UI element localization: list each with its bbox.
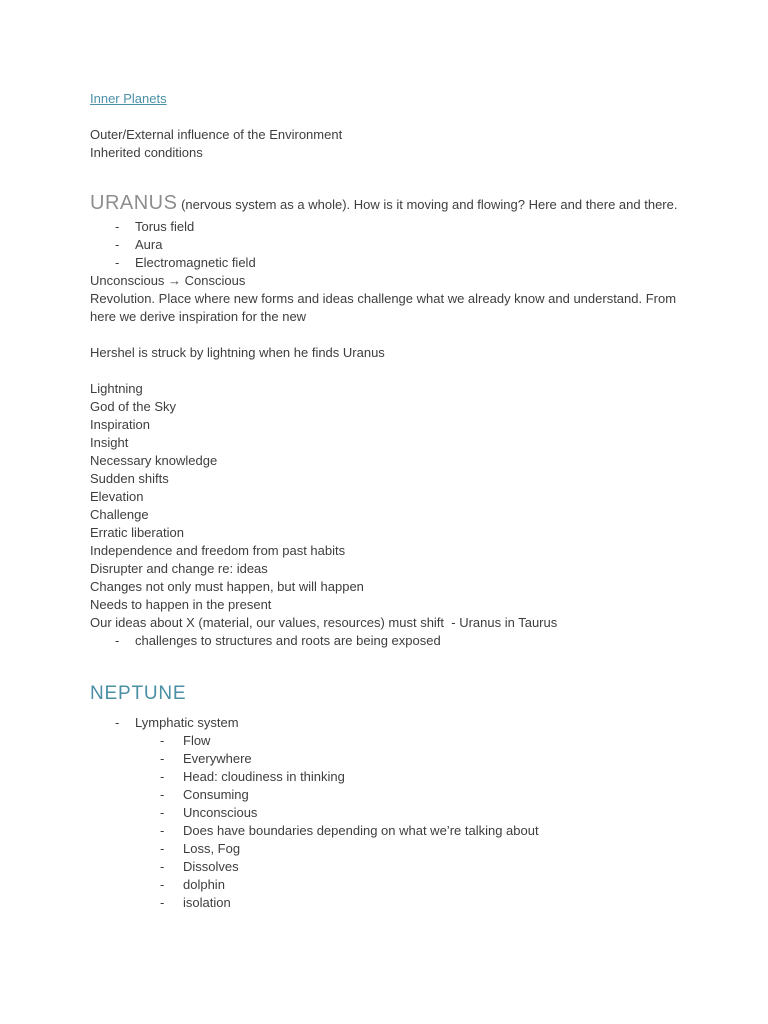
list-item xyxy=(90,750,690,768)
list-item-label: Unconscious xyxy=(183,805,258,820)
bullet-dash: - xyxy=(160,769,165,784)
list-item xyxy=(90,714,690,732)
list-item xyxy=(90,840,690,858)
bullet-dash: - xyxy=(160,823,165,838)
bullet-dash: - xyxy=(160,859,165,874)
list-item xyxy=(90,218,690,236)
list-item xyxy=(90,768,690,786)
uranus-paragraph-line: Unconscious → Conscious xyxy=(90,273,246,288)
list-item-label: dolphin xyxy=(183,877,225,892)
intro-line: Outer/External influence of the Environment xyxy=(90,127,343,142)
list-item xyxy=(90,732,690,750)
list-item xyxy=(90,632,690,650)
uranus-keyword: Necessary knowledge xyxy=(90,453,218,468)
uranus-paragraph-line: Revolution. Place where new forms and ideas challenge what we already know and understand. From xyxy=(90,291,677,306)
bullet-dash: - xyxy=(160,805,165,820)
uranus-keyword: Independence and freedom from past habits xyxy=(90,543,346,558)
uranus-keyword: Inspiration xyxy=(90,417,150,432)
list-item xyxy=(90,236,690,254)
list-item xyxy=(90,894,690,912)
hershel-line: Hershel is struck by lightning when he finds Uranus xyxy=(90,345,385,360)
list-item-label: Aura xyxy=(135,237,163,252)
bullet-dash: - xyxy=(160,733,165,748)
list-item-label: Dissolves xyxy=(183,859,239,874)
list-item-label: Electromagnetic field xyxy=(135,255,256,270)
list-item-label: Head: cloudiness in thinking xyxy=(183,769,345,784)
list-item-label: isolation xyxy=(183,895,231,910)
uranus-title-note: (nervous system as a whole). How is it moving and flowing? Here and there and there. xyxy=(177,197,678,212)
bullet-dash: - xyxy=(160,751,165,766)
bullet-dash: - xyxy=(115,633,120,648)
bullet-dash: - xyxy=(115,219,120,234)
bullet-dash: - xyxy=(160,877,165,892)
spacer xyxy=(90,326,690,344)
bullet-dash: - xyxy=(160,841,165,856)
uranus-keyword: Sudden shifts xyxy=(90,471,169,486)
list-item xyxy=(90,858,690,876)
list-item-label: Lymphatic system xyxy=(135,715,239,730)
uranus-keyword: Elevation xyxy=(90,489,144,504)
uranus-paragraph-line: here we derive inspiration for the new xyxy=(90,309,307,324)
uranus-keyword: Erratic liberation xyxy=(90,525,184,540)
spacer xyxy=(90,108,690,126)
list-item-label: Torus field xyxy=(135,219,195,234)
list-item xyxy=(90,822,690,840)
intro-line: Inherited conditions xyxy=(90,145,203,160)
uranus-keyword: Challenge xyxy=(90,507,149,522)
list-item-label: Consuming xyxy=(183,787,249,802)
list-item-label: Flow xyxy=(183,733,211,748)
uranus-title: URANUS xyxy=(90,192,178,214)
spacer xyxy=(90,362,690,380)
inner-planets-line xyxy=(90,90,690,108)
bullet-dash: - xyxy=(115,237,120,252)
uranus-keyword: Our ideas about X (material, our values, resources) must shift - Uranus in Taurus xyxy=(90,615,558,630)
uranus-keyword: Disrupter and change re: ideas xyxy=(90,561,268,576)
inner-planets-link[interactable]: Inner Planets xyxy=(90,91,167,106)
bullet-dash: - xyxy=(160,895,165,910)
neptune-heading: NEPTUNE xyxy=(90,683,187,704)
uranus-keyword: Needs to happen in the present xyxy=(90,597,272,612)
list-item-label: Does have boundaries depending on what we’re talking about xyxy=(183,823,539,838)
bullet-dash: - xyxy=(160,787,165,802)
uranus-keyword: God of the Sky xyxy=(90,399,176,414)
list-item xyxy=(90,876,690,894)
uranus-keyword: Insight xyxy=(90,435,129,450)
list-item xyxy=(90,804,690,822)
uranus-heading xyxy=(90,190,690,218)
bullet-dash: - xyxy=(115,715,120,730)
uranus-keyword: Changes not only must happen, but will happen xyxy=(90,579,364,594)
list-item xyxy=(90,254,690,272)
list-item-label: Everywhere xyxy=(183,751,252,766)
list-item-label: Loss, Fog xyxy=(183,841,241,856)
list-item xyxy=(90,786,690,804)
uranus-keyword: Lightning xyxy=(90,381,143,396)
bullet-dash: - xyxy=(115,255,120,270)
list-item-label: challenges to structures and roots are being exposed xyxy=(135,633,441,648)
